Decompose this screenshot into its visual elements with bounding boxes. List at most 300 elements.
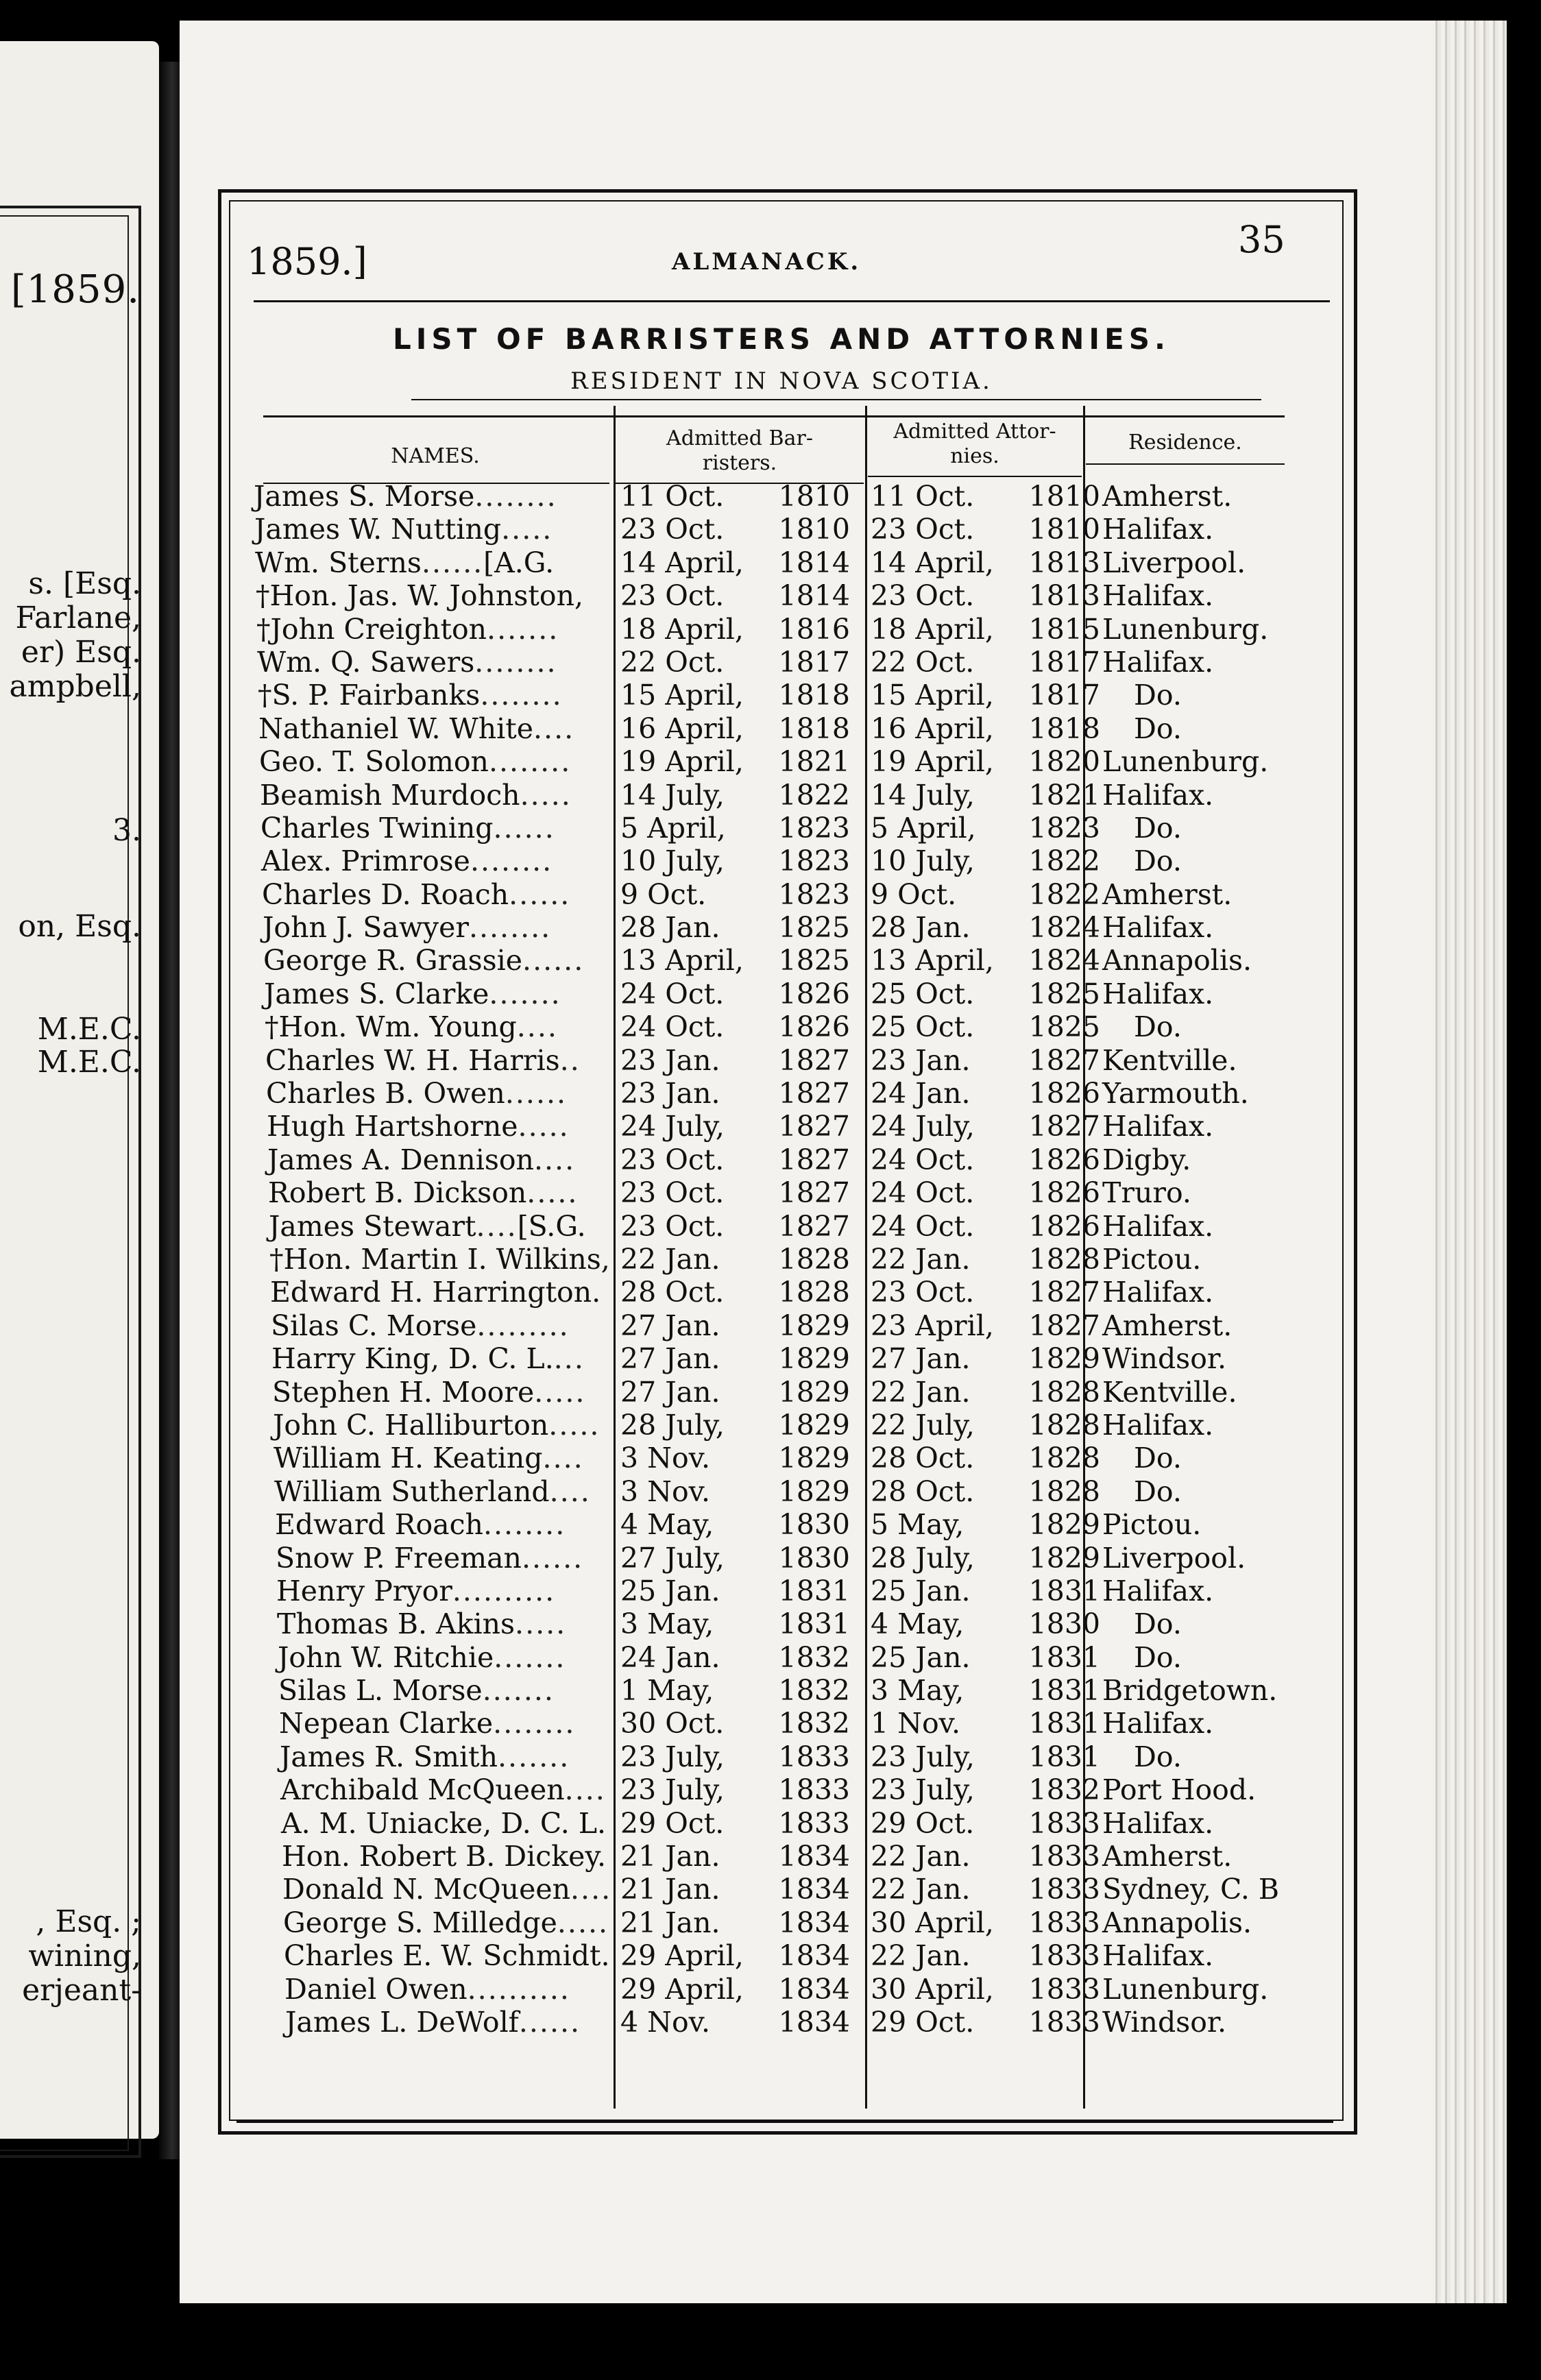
barrister-year: 1814	[778, 579, 850, 613]
entry-residence: Halifax.	[1102, 911, 1214, 945]
table-row	[247, 845, 1344, 877]
table-row	[247, 1110, 1344, 1143]
entry-residence: Halifax.	[1102, 513, 1214, 546]
barrister-admission-date	[620, 513, 850, 546]
barrister-admission-date	[620, 1342, 850, 1375]
table-row	[247, 1442, 1344, 1474]
facing-page	[0, 41, 159, 2139]
entry-name-cell	[254, 480, 603, 513]
entry-residence: Do.	[1134, 845, 1182, 878]
barrister-year: 1828	[778, 1242, 850, 1276]
barrister-admission-date	[620, 1906, 850, 1939]
barrister-year: 1831	[778, 1607, 850, 1641]
barrister-year: 1822	[778, 778, 850, 812]
table-row	[247, 1773, 1344, 1806]
attorney-year: 1822	[1028, 877, 1100, 911]
attorney-admission-date	[871, 480, 1100, 513]
barrister-year: 1827	[778, 1143, 850, 1176]
table-row	[247, 1010, 1344, 1043]
attorney-admission-date	[871, 712, 1100, 745]
entry-name-cell	[269, 1242, 610, 1276]
barrister-admission-date	[620, 480, 850, 513]
table-row	[247, 513, 1344, 546]
entry-name: John C. Halliburton	[273, 1408, 549, 1442]
entry-name: Silas C. Morse	[271, 1309, 477, 1342]
attorney-admission-date	[871, 944, 1100, 977]
entry-name-cell	[283, 1906, 609, 1939]
attorney-year: 1828	[1028, 1474, 1100, 1508]
attorney-admission-date	[871, 745, 1100, 778]
entry-name-cell	[265, 1044, 603, 1077]
entry-name-cell	[274, 1442, 603, 1474]
attorney-day: 23 April,	[871, 1309, 994, 1342]
facing-page-text: M.E.C.	[37, 1012, 141, 1047]
table-row	[247, 1143, 1344, 1176]
attorney-year: 1833	[1028, 2005, 1100, 2039]
barrister-day: 27 Jan.	[620, 1375, 720, 1409]
barrister-day: 1 May,	[620, 1674, 714, 1708]
table-row	[247, 1376, 1344, 1409]
column-header-residence: Residence.	[1128, 430, 1242, 454]
entry-name-cell	[264, 977, 603, 1010]
barrister-year: 1816	[778, 612, 850, 646]
entry-name-cell	[254, 513, 603, 546]
barrister-day: 21 Jan.	[620, 1906, 720, 1939]
entry-name: Alex. Primrose	[261, 845, 470, 878]
entry-residence: Amherst.	[1102, 480, 1233, 513]
table-row	[247, 613, 1344, 646]
entry-name: Thomas B. Akins	[277, 1607, 515, 1641]
barrister-year: 1834	[778, 1906, 850, 1939]
barrister-admission-date	[620, 845, 850, 877]
attorney-admission-date	[871, 1840, 1100, 1873]
facing-page-text: ampbell,	[9, 669, 141, 704]
running-head-year: 1859.]	[247, 240, 367, 283]
entry-name: Edward H. Harrington.	[270, 1276, 601, 1309]
barrister-year: 1834	[778, 1939, 850, 1973]
dot-leader: .....	[518, 1110, 570, 1143]
attorney-year: 1828	[1028, 1375, 1100, 1409]
barrister-year: 1826	[778, 977, 850, 1010]
entry-name: Silas L. Morse	[278, 1674, 483, 1708]
attorney-admission-date	[871, 1077, 1100, 1110]
entry-name: James W. Nutting	[254, 513, 502, 546]
attorney-admission-date	[871, 1641, 1100, 1674]
barrister-day: 23 Oct.	[620, 513, 725, 546]
barrister-day: 29 Oct.	[620, 1806, 725, 1840]
barrister-day: 5 April,	[620, 811, 726, 845]
attorney-admission-date	[871, 911, 1100, 944]
table-row	[247, 1973, 1344, 2006]
entry-name: Wm. Q. Sawers	[257, 645, 475, 679]
entry-residence: Truro.	[1102, 1176, 1191, 1210]
barrister-day: 28 Oct.	[620, 1276, 725, 1309]
dot-leader: .....	[557, 1906, 609, 1939]
attorney-year: 1831	[1028, 1707, 1100, 1740]
attorney-admission-date	[871, 812, 1100, 845]
attorney-year: 1820	[1028, 745, 1100, 779]
entry-residence: Annapolis.	[1102, 1906, 1252, 1939]
attorney-day: 28 July,	[871, 1541, 975, 1575]
attorney-year: 1828	[1028, 1442, 1100, 1475]
dot-leader: .....	[548, 1408, 600, 1442]
dot-leader: .....	[520, 778, 572, 812]
barrister-day: 3 Nov.	[620, 1474, 711, 1508]
attorney-day: 23 Jan.	[871, 1043, 971, 1077]
entry-residence: Do.	[1134, 1640, 1182, 1674]
barrister-admission-date	[620, 779, 850, 812]
entry-name: James S. Clarke	[264, 977, 489, 1010]
dot-leader: ......	[509, 877, 571, 911]
barrister-year: 1834	[778, 1972, 850, 2006]
entry-name-cell	[277, 1607, 603, 1640]
attorney-admission-date	[871, 1442, 1100, 1474]
entry-name-cell	[263, 911, 603, 944]
barrister-admission-date	[620, 1641, 850, 1674]
barrister-day: 23 Oct.	[620, 1209, 725, 1243]
barrister-year: 1827	[778, 1176, 850, 1210]
dot-leader: ...	[553, 1342, 585, 1376]
attorney-year: 1833	[1028, 1972, 1100, 2006]
barrister-day: 28 July,	[620, 1408, 725, 1442]
entry-name: Nathaniel W. White	[258, 712, 534, 745]
barrister-day: 14 July,	[620, 778, 725, 812]
entry-name: James S. Morse	[254, 480, 475, 513]
entry-name: Charles W. H. Harris	[265, 1043, 560, 1077]
list-subtitle: RESIDENT IN NOVA SCOTIA.	[570, 367, 993, 395]
entry-name: William H. Keating	[274, 1442, 543, 1475]
entry-residence: Windsor.	[1102, 1342, 1227, 1376]
attorney-admission-date	[871, 845, 1100, 877]
attorney-admission-date	[871, 1110, 1100, 1143]
dot-leader: ........	[468, 911, 552, 945]
attorney-day: 27 Jan.	[871, 1342, 971, 1376]
entry-residence: Halifax.	[1102, 1806, 1214, 1840]
table-row	[247, 812, 1344, 845]
entry-residence: Yarmouth.	[1102, 1077, 1249, 1110]
dot-leader: .....	[526, 1176, 579, 1210]
attorney-admission-date	[871, 1010, 1100, 1043]
dot-leader: .....	[515, 1607, 567, 1641]
table-row	[247, 679, 1344, 712]
dot-leader: ........	[474, 480, 557, 513]
attorney-day: 19 April,	[871, 745, 994, 779]
dot-leader: ....	[533, 712, 575, 745]
attorney-year: 1831	[1028, 1740, 1100, 1773]
dot-leader: ....	[516, 1010, 558, 1044]
attorney-admission-date	[871, 2006, 1100, 2039]
table-row	[247, 1475, 1344, 1508]
entry-residence: Amherst.	[1102, 1309, 1233, 1342]
entry-residence: Do.	[1134, 1740, 1182, 1773]
barrister-day: 23 Jan.	[620, 1043, 720, 1077]
entry-name-cell	[263, 944, 603, 977]
entry-name-cell	[271, 1342, 603, 1375]
attorney-day: 29 Oct.	[871, 2005, 975, 2039]
barrister-admission-date	[620, 745, 850, 778]
entry-name-cell	[281, 1806, 607, 1840]
facing-page-text: on, Esq.	[18, 909, 141, 944]
entry-name-cell	[271, 1309, 603, 1342]
attorney-year: 1831	[1028, 1640, 1100, 1674]
entry-name-cell	[280, 1773, 606, 1807]
attorney-admission-date	[871, 1607, 1100, 1640]
dot-leader: ....	[542, 1442, 584, 1475]
attorney-day: 22 Jan.	[871, 1840, 971, 1873]
table-row	[247, 1707, 1344, 1740]
attorney-day: 10 July,	[871, 845, 975, 878]
attorney-day: 5 April,	[871, 811, 976, 845]
entry-residence: Lunenburg.	[1102, 1972, 1269, 2006]
entry-residence: Halifax.	[1102, 1707, 1214, 1740]
barrister-year: 1821	[778, 745, 850, 779]
barrister-admission-date	[620, 1044, 850, 1077]
dot-leader: ........	[470, 845, 553, 878]
barrister-year: 1823	[778, 845, 850, 878]
dot-leader: ........	[480, 679, 563, 712]
barrister-admission-date	[620, 1309, 850, 1342]
entry-name: †John Creighton	[256, 612, 487, 646]
attorney-day: 23 Oct.	[871, 1276, 975, 1309]
dot-leader: .......	[487, 612, 559, 646]
barrister-year: 1827	[778, 1077, 850, 1110]
attorney-admission-date	[871, 977, 1100, 1010]
entry-residence: Halifax.	[1102, 1276, 1214, 1309]
attorney-day: 9 Oct.	[871, 877, 957, 911]
entry-name: Daniel Owen	[284, 1972, 468, 2006]
attorney-day: 24 Oct.	[871, 1176, 975, 1210]
entry-name-cell	[261, 845, 603, 877]
attorney-admission-date	[871, 1873, 1100, 1906]
entry-residence: Halifax.	[1102, 1408, 1214, 1442]
attorney-admission-date	[871, 1210, 1100, 1243]
barrister-day: 23 July,	[620, 1773, 725, 1807]
entry-residence: Do.	[1134, 1474, 1182, 1508]
entry-name: Nepean Clarke	[279, 1707, 494, 1740]
entry-residence: Liverpool.	[1102, 1541, 1246, 1575]
table-row	[247, 1607, 1344, 1640]
column-header-barristers: Admitted Bar- risters.	[666, 426, 813, 475]
entry-name: Harry King, D. C. L.	[271, 1342, 554, 1376]
barrister-year: 1826	[778, 1010, 850, 1044]
barrister-admission-date	[620, 1674, 850, 1707]
column-header-names: NAMES.	[391, 444, 480, 468]
barrister-admission-date	[620, 1707, 850, 1740]
attorney-day: 3 May,	[871, 1674, 964, 1708]
barrister-year: 1829	[778, 1442, 850, 1475]
barrister-year: 1833	[778, 1773, 850, 1807]
barrister-day: 11 Oct.	[620, 480, 725, 513]
entry-name-cell	[256, 579, 603, 612]
attorney-day: 30 April,	[871, 1906, 994, 1939]
dot-leader: ........	[474, 645, 557, 679]
table-bottom-rule	[236, 2121, 1333, 2123]
entry-name: Hon. Robert B. Dickey.	[282, 1840, 607, 1873]
entry-name: James A. Dennison	[267, 1143, 534, 1176]
entry-name-cell	[270, 1276, 603, 1309]
attorney-admission-date	[871, 1342, 1100, 1375]
table-row	[247, 1906, 1344, 1939]
dot-leader: ......	[493, 811, 555, 845]
entry-residence: Kentville.	[1102, 1043, 1237, 1077]
dot-leader: ......	[421, 546, 484, 579]
attorney-day: 24 Jan.	[871, 1077, 971, 1110]
attorney-day: 24 Oct.	[871, 1209, 975, 1243]
table-row	[247, 712, 1344, 745]
attorney-year: 1826	[1028, 1209, 1100, 1243]
table-row	[247, 1508, 1344, 1541]
table-row	[247, 1409, 1344, 1442]
table-row	[247, 878, 1344, 911]
entry-name-cell	[258, 712, 603, 745]
attorney-year: 1833	[1028, 1906, 1100, 1939]
entry-residence: Do.	[1134, 679, 1182, 712]
facing-page-text: s. [Esq.	[28, 566, 141, 601]
barrister-year: 1823	[778, 877, 850, 911]
attorney-year: 1827	[1028, 1309, 1100, 1342]
attorney-day: 23 Oct.	[871, 579, 975, 613]
entry-name: †Hon. Wm. Young	[265, 1010, 517, 1044]
attorney-admission-date	[871, 1740, 1100, 1773]
barristers-table	[247, 480, 1344, 2039]
attorney-admission-date	[871, 1409, 1100, 1442]
barrister-day: 4 May,	[620, 1508, 714, 1542]
attorney-year: 1824	[1028, 944, 1100, 977]
barrister-admission-date	[620, 546, 850, 579]
entry-name-cell	[258, 679, 603, 712]
attorney-year: 1813	[1028, 579, 1100, 613]
attorney-admission-date	[871, 1044, 1100, 1077]
entry-name: John J. Sawyer	[263, 911, 469, 945]
entry-residence: Liverpool.	[1102, 546, 1246, 579]
attorney-year: 1825	[1028, 1010, 1100, 1044]
attorney-admission-date	[871, 1575, 1100, 1607]
dot-leader: ....	[476, 1209, 518, 1243]
entry-residence: Halifax.	[1102, 977, 1214, 1010]
barrister-admission-date	[620, 712, 850, 745]
attorney-year: 1829	[1028, 1541, 1100, 1575]
entry-residence: Do.	[1134, 811, 1182, 845]
attorney-day: 22 Oct.	[871, 645, 975, 679]
entry-name-cell	[272, 1376, 603, 1409]
barrister-day: 23 Oct.	[620, 1143, 725, 1176]
table-row	[247, 646, 1344, 679]
barrister-year: 1827	[778, 1209, 850, 1243]
entry-name: George S. Milledge	[283, 1906, 557, 1939]
barrister-admission-date	[620, 1077, 850, 1110]
entry-name: James Stewart	[269, 1209, 476, 1243]
entry-residence: Windsor.	[1102, 2005, 1227, 2039]
barrister-day: 25 Jan.	[620, 1574, 720, 1607]
table-row	[247, 1044, 1344, 1077]
list-title: LIST OF BARRISTERS AND ATTORNIES.	[393, 322, 1170, 356]
entry-residence: Port Hood.	[1102, 1773, 1257, 1807]
entry-name-cell	[285, 2006, 603, 2039]
entry-name: Henry Pryor	[276, 1574, 452, 1607]
page-number: 35	[1238, 218, 1285, 261]
attorney-day: 14 April,	[871, 546, 994, 579]
attorney-day: 16 April,	[871, 712, 994, 745]
attorney-admission-date	[871, 1376, 1100, 1409]
attorney-year: 1810	[1028, 513, 1100, 546]
barrister-year: 1830	[778, 1541, 850, 1575]
table-row	[247, 1674, 1344, 1707]
attorney-day: 13 April,	[871, 944, 994, 977]
barrister-admission-date	[620, 1973, 850, 2006]
barrister-admission-date	[620, 1575, 850, 1607]
entry-residence: Halifax.	[1102, 645, 1214, 679]
entry-residence: Lunenburg.	[1102, 612, 1269, 646]
dot-leader: ......	[518, 2005, 581, 2039]
barrister-year: 1825	[778, 944, 850, 977]
entry-residence: Lunenburg.	[1102, 745, 1269, 779]
barrister-day: 3 Nov.	[620, 1442, 711, 1475]
entry-office: [A.G.	[483, 546, 555, 579]
entry-name-cell	[266, 1077, 603, 1110]
attorney-day: 23 Oct.	[871, 513, 975, 546]
barrister-year: 1829	[778, 1342, 850, 1376]
dot-leader: .......	[482, 1674, 555, 1708]
attorney-admission-date	[871, 1243, 1100, 1276]
dot-leader: ..	[559, 1043, 581, 1077]
barrister-day: 30 Oct.	[620, 1707, 725, 1740]
entry-residence: Pictou.	[1102, 1242, 1202, 1276]
barrister-year: 1832	[778, 1640, 850, 1674]
barrister-day: 18 April,	[620, 612, 744, 646]
attorney-year: 1827	[1028, 1276, 1100, 1309]
barrister-day: 22 Oct.	[620, 645, 725, 679]
attorney-day: 29 Oct.	[871, 1806, 975, 1840]
barrister-admission-date	[620, 1607, 850, 1640]
entry-name-cell	[256, 613, 603, 646]
barrister-day: 4 Nov.	[620, 2005, 711, 2039]
entry-name-cell	[279, 1707, 603, 1740]
attorney-admission-date	[871, 1508, 1100, 1541]
attorney-day: 25 Oct.	[871, 977, 975, 1010]
dot-leader: ..........	[467, 1972, 570, 2006]
barrister-year: 1828	[778, 1276, 850, 1309]
facing-page-text: , Esq. ;	[36, 1904, 141, 1939]
entry-name-cell	[267, 1143, 603, 1176]
barrister-admission-date	[620, 1873, 850, 1906]
attorney-day: 23 July,	[871, 1740, 975, 1773]
barrister-admission-date	[620, 911, 850, 944]
attorney-admission-date	[871, 546, 1100, 579]
entry-name-cell	[267, 1110, 603, 1143]
table-row	[247, 579, 1344, 612]
facing-page-text: er) Esq.	[21, 635, 141, 670]
attorney-year: 1829	[1028, 1508, 1100, 1542]
attorney-year: 1829	[1028, 1342, 1100, 1376]
entry-residence: Pictou.	[1102, 1508, 1202, 1542]
entry-residence: Halifax.	[1102, 1110, 1214, 1143]
entry-name-cell	[276, 1575, 603, 1607]
barrister-admission-date	[620, 1276, 850, 1309]
entry-name: Snow P. Freeman	[276, 1541, 522, 1575]
barrister-admission-date	[620, 1807, 850, 1840]
attorney-admission-date	[871, 579, 1100, 612]
entry-residence: Halifax.	[1102, 778, 1214, 812]
barrister-year: 1834	[778, 1840, 850, 1873]
barrister-admission-date	[620, 1176, 850, 1209]
table-row	[247, 1542, 1344, 1575]
barrister-admission-date	[620, 1442, 850, 1474]
barrister-admission-date	[620, 1475, 850, 1508]
attorney-admission-date	[871, 1143, 1100, 1176]
barrister-day: 21 Jan.	[620, 1873, 720, 1906]
barrister-admission-date	[620, 1773, 850, 1806]
running-head-title: ALMANACK.	[672, 248, 862, 276]
